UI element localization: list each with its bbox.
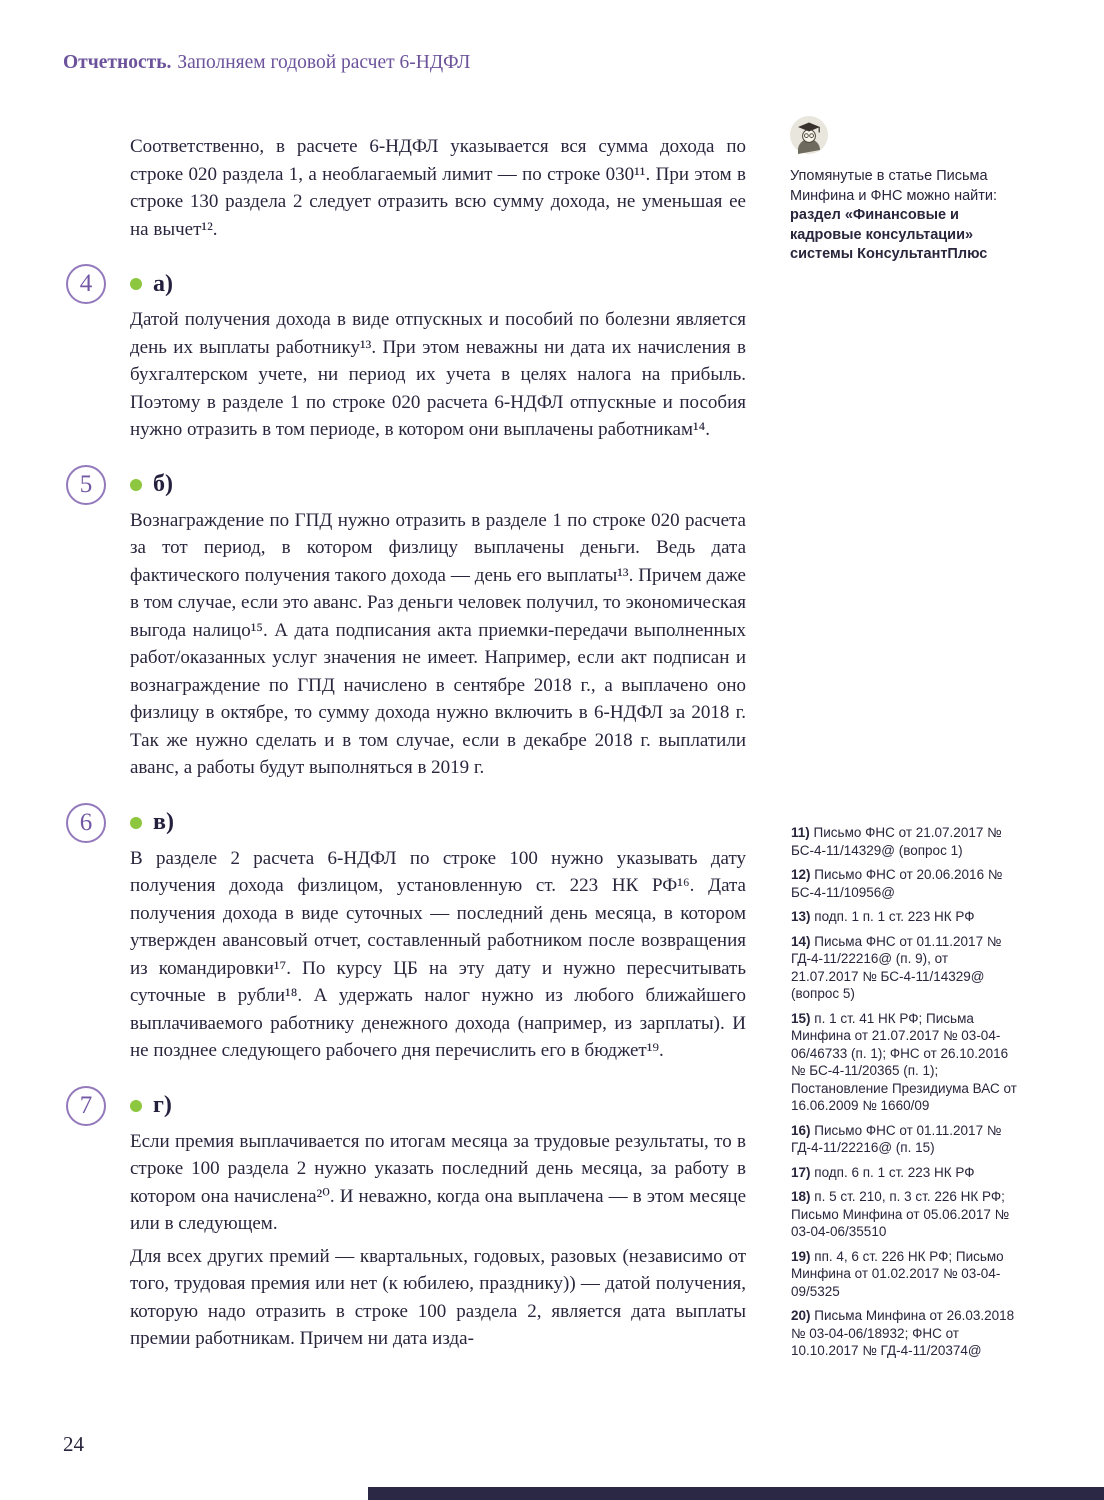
footnote-number: 12): [791, 867, 811, 882]
footnote: [791, 908, 1017, 926]
item-number: 4: [79, 270, 93, 297]
section-heading: [130, 468, 746, 502]
footnote-number: 18): [791, 1189, 811, 1204]
footnote: [791, 1248, 1017, 1301]
footnote-text: Письмо ФНС от 01.11.2017 № ГД-4-11/22216@ (п. 15): [791, 1122, 1002, 1155]
section-letter: а): [153, 270, 173, 297]
footnote-number: 13): [791, 909, 811, 924]
footnote-number: 20): [791, 1308, 811, 1323]
page-number: 24: [63, 1432, 84, 1456]
article-body: [79, 133, 746, 1353]
page-title: Заполняем годовой расчет 6-НДФЛ: [177, 52, 471, 73]
footnote: [791, 1164, 1017, 1182]
sidebar-note-reference: раздел «Финансовые и кадровые консультации» системы КонсультантПлюс: [790, 207, 988, 262]
page-header: [63, 52, 470, 74]
footnote-number: 15): [791, 1010, 811, 1026]
section-paragraph: Если премия выплачивается по итогам месяца за трудовые результаты, то в строке 100 раздела 2 нужно указать последний день месяца, за работу в котором она начислена²⁰. И неважно, когда она выплачена — в этом месяце или в следующем.: [130, 1130, 746, 1234]
footnote: [791, 866, 1017, 901]
footnote: [791, 1307, 1017, 1360]
item-number: 7: [79, 1091, 93, 1119]
section-letter: г): [153, 1092, 172, 1118]
sidebar-note: [790, 167, 1022, 265]
intro-paragraph: Соответственно, в расчете 6-НДФЛ указывается вся сумма дохода по строке 020 раздела 1, а необлагаемый лимит — по строке 030¹¹. При этом в строке 130 раздела 2 следует отразить всю сумму дохода, не уменьшая ее на вычет¹².: [130, 136, 746, 240]
section-paragraph: Вознаграждение по ГПД нужно отразить в разделе 1 по строке 020 расчета за тот период, в котором физлицу выплачены деньги. Ведь дата фактического получения такого дохода — день его выплаты¹³. Причем даже в том случае, если это аванс. Раз деньги человек получил, то экономическая выгода налицо¹⁵. А дата подписания акта приемки-передачи выполненных работ/оказанных услуг значения не имеет. Например, если акт подписан и вознаграждение по ГПД начислено в сентябре 2018 г., а выплачено оно физлицу в октябре, то сумму дохода нужно включить в 6-НДФЛ за 2018 г. Так же нужно сделать и в том случае, если в декабре 2018 г. выплатили аванс, а работы будут выполняться в 2019 г.: [130, 509, 746, 778]
item-number: 5: [79, 470, 93, 498]
item-number: 6: [79, 808, 93, 836]
section-paragraph: Датой получения дохода в виде отпускных и пособий по болезни является день их выплаты работнику¹³. При этом неважны ни дата их начисления в бухгалтерском учете, ни период их учета в целях налога на прибыль. Поэтому в разделе 1 по строке 020 расчета 6-НДФЛ отпускные и пособия нужно отразить в том периоде, в котором они выплачены работникам¹⁴.: [130, 309, 746, 440]
professor-avatar-icon: [790, 116, 828, 154]
section-paragraph: В разделе 2 расчета 6-НДФЛ по строке 100 нужно указывать дату получения дохода физлицом, установленную ст. 223 НК РФ¹⁶. Дата получения дохода в виде суточных — последний день месяца, в котором утвержден авансовый отчет, составленный работником после возвращения из командировки¹⁷. По курсу ЦБ на эту дату и нужно пересчитывать суточные в рубли¹⁸. А удержать налог нужно из любого ближайшего выплачиваемого работнику денежного дохода (например, из зарплаты). И не позднее следующего рабочего дня перечислить его в бюджет¹⁹.: [130, 847, 746, 1061]
footnote: [791, 933, 1017, 1003]
footnote-number: 19): [791, 1248, 811, 1264]
section-item-4: [79, 267, 746, 444]
footnote-text: п. 5 ст. 210, п. 3 ст. 226 НК РФ; Письмо Минфина от 05.06.2017 № 03-04-06/35510: [791, 1189, 1010, 1239]
footnote-text: Письмо ФНС от 20.06.2016 № БС-4-11/10956@: [791, 867, 1003, 900]
item-number-badge: [66, 1086, 106, 1126]
green-bullet-icon: [130, 1100, 142, 1112]
footnote-text: п. 1 ст. 41 НК РФ; Письма Минфина от 21.07.2017 № 03-04-06/46733 (п. 1); ФНС от 26.10.2016 № БС-4-11/20365 (п. 1); Постановление Президиума ВАС от 16.06.2009 № 1660/09: [791, 1010, 1017, 1113]
section-item-6: [79, 806, 746, 1065]
section-paragraph: Для всех других премий — квартальных, годовых, разовых (независимо от того, трудовая премия или нет (к юбилею, празднику)) — датой получения, которую надо отразить в строке 100 раздела 2, является дата выплаты премии работникам. Причем ни дата изда-: [130, 1245, 746, 1349]
footnote-text: подп. 6 п. 1 ст. 223 НК РФ: [814, 1164, 975, 1180]
item-number-badge: [66, 803, 106, 843]
section-letter: в): [153, 809, 174, 835]
footnote-number: 11): [791, 825, 810, 840]
section-item-7: [79, 1089, 746, 1353]
section-heading: [130, 1089, 746, 1123]
footer-bar: [368, 1487, 1104, 1500]
section-letter: б): [153, 471, 173, 497]
footnote-number: 17): [791, 1164, 811, 1180]
rubric-label: Отчетность.: [63, 52, 172, 73]
footnote: [791, 1010, 1017, 1115]
footnote-text: Письма ФНС от 01.11.2017 № ГД-4-11/22216@ (п. 9), от 21.07.2017 № БС-4-11/14329@ (вопрос 5): [791, 933, 1002, 1001]
sidebar-note-block: [790, 116, 1022, 265]
footnote-number: 16): [791, 1122, 811, 1138]
footnote: [791, 1188, 1017, 1241]
footnote-text: подп. 1 п. 1 ст. 223 НК РФ: [814, 909, 975, 924]
sidebar-note-text: Упомянутые в статье Письма Минфина и ФНС можно найти:: [790, 168, 998, 204]
footnote-text: Письмо ФНС от 21.07.2017 № БС-4-11/14329@ (вопрос 1): [791, 825, 1002, 858]
item-number-badge: [66, 465, 106, 505]
green-bullet-icon: [130, 278, 142, 290]
footnote: [791, 1122, 1017, 1157]
section-heading: [130, 806, 746, 840]
footnotes-list: [791, 824, 1017, 1367]
green-bullet-icon: [130, 817, 142, 829]
item-number-badge: [66, 264, 106, 304]
footnote-text: пп. 4, 6 ст. 226 НК РФ; Письмо Минфина от 01.02.2017 № 03-04-09/5325: [791, 1248, 1004, 1299]
green-bullet-icon: [130, 479, 142, 491]
footnote-text: Письма Минфина от 26.03.2018 № 03-04-06/18932; ФНС от 10.10.2017 № ГД-4-11/20374@: [791, 1308, 1015, 1358]
footnote-number: 14): [791, 933, 811, 949]
footnote: [791, 824, 1017, 859]
section-heading: [130, 267, 746, 301]
section-item-5: [79, 468, 746, 782]
